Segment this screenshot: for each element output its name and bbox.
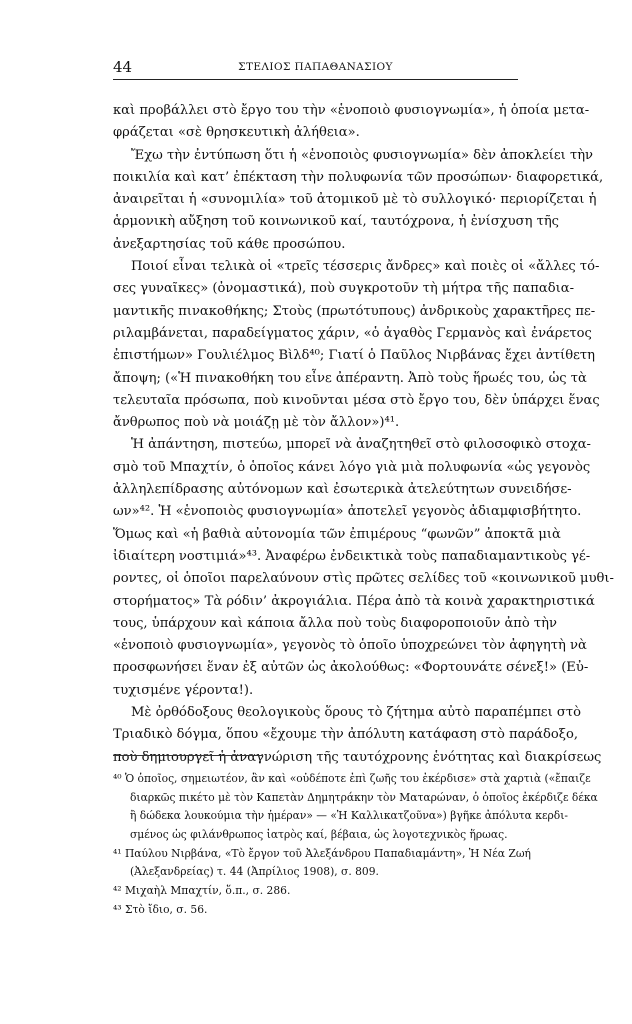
page-header [113, 58, 518, 80]
body-line: στορήματος» Τὰ ρόδιν’ ἀκρογιάλια. Πέρα ἀπὸ τὰ κοινὰ χαρακτηριστικά [113, 593, 595, 609]
body-line: Ἔχω τὴν ἐντύπωση ὅτι ἡ «ἑνοποιὸς φυσιογνωμία» δὲν ἀποκλείει τὴν [131, 147, 594, 163]
footnote-rule [113, 755, 263, 756]
body-line: Τριαδικὸ δόγμα, ὅπου «ἔχουμε τὴν ἀπόλυτη κατάφαση στὸ παράδοξο, [113, 727, 579, 743]
body-line: τυχισμένε γέροντα!). [113, 682, 254, 698]
body-text [113, 100, 614, 769]
body-line: Ὅμως καὶ «ἡ βαθιὰ αὐτονομία τῶν ἐπιμέρους “φωνῶν” ἀποκτᾶ μιὰ [113, 526, 561, 542]
body-line: «ἑνοποιὸ φυσιογνωμία», γεγονὸς τὸ ὁποῖο ὑποχρεώνει τὸν ἀφηγητὴ νὰ [113, 638, 587, 654]
body-line: ἰδιαίτερη νοστιμιά»⁴³. Ἀναφέρω ἐνδεικτικὰ τοὺς παπαδιαμαντικοὺς γέ- [113, 548, 591, 564]
footnote-line: (Ἀλεξανδρείας) τ. 44 (Ἀπρίλιος 1908), σ. 809. [130, 865, 379, 879]
body-line: Ἡ ἀπάντηση, πιστεύω, μπορεῖ νὰ ἀναζητηθεῖ στὸ φιλοσοφικὸ στοχα- [131, 437, 591, 453]
body-line: ποικιλία καὶ κατ’ ἐπέκταση τὴν πολυφωνία τῶν προσώπων· διαφορετικά, [113, 169, 604, 185]
body-line: Ποιοί εἶναι τελικὰ οἱ «τρεῖς τέσσερις ἄνδρες» καὶ ποιὲς οἱ «ἄλλες τό- [131, 259, 600, 275]
footnotes [113, 770, 598, 920]
body-line: ἄποψη; («Ἡ πινακοθήκη του εἶνε ἀπέραντη. Ἀπὸ τοὺς ἥρωές του, ὡς τὰ [113, 370, 587, 386]
body-line: ἀναιρεῖται ἡ «συνομιλία» τοῦ ἀτομικοῦ μὲ τὸ συλλογικό· περιορίζεται ἡ [113, 192, 597, 208]
footnote-line: σμένος ὡς φιλάνθρωπος ἰατρὸς καί, βέβαια, ὡς λογοτεχνικὸς ἥρωας. [130, 828, 508, 842]
body-line: ἄνθρωπος ποὺ νὰ μοιάζῃ μὲ τὸν ἄλλον»)⁴¹. [113, 415, 400, 431]
body-line: ἀνεξαρτησίας τοῦ κάθε προσώπου. [113, 236, 346, 252]
body-line: φράζεται «σὲ θρησκευτικὴ ἀλήθεια». [113, 125, 360, 141]
running-head: ΣΤΕΛΙΟΣ ΠΑΠΑΘΑΝΑΣΙΟΥ [238, 61, 393, 73]
body-line: ων»⁴². Ἡ «ἑνοποιὸς φυσιογνωμία» ἀποτελεῖ γεγονὸς ἀδιαμφισβήτητο. [113, 504, 582, 520]
body-line: σμὸ τοῦ Μπαχτίν, ὁ ὁποῖος κάνει λόγο γιὰ μιὰ πολυφωνία «ὡς γεγονὸς [113, 459, 591, 475]
body-line: Μὲ ὀρθόδοξους θεολογικοὺς ὅρους τὸ ζήτημα αὐτὸ παραπέμπει στὸ [131, 705, 581, 721]
body-line: ἀλληλεπίδρασης αὐτόνομων καὶ ἐσωτερικὰ ἀτελεύτητων συνειδήσε- [113, 482, 572, 498]
body-line: ἐπιστήμων» Γουλιέλμος Βὶλδ⁴⁰; Γιατί ὁ Παῦλος Νιρβάνας ἔχει ἀντίθετη [113, 348, 595, 364]
body-line: ροντες, οἱ ὁποῖοι παρελαύνουν στὶς πρῶτες σελίδες τοῦ «κοινωνικοῦ μυθι- [113, 571, 614, 587]
body-line: καὶ προβάλλει στὸ ἔργο του τὴν «ἑνοποιὸ φυσιογνωμία», ἡ ὁποία μετα- [113, 103, 590, 118]
page-number: 44 [113, 58, 133, 76]
body-line: ἁρμονικὴ αὔξηση τοῦ κοινωνικοῦ καί, ταυτόχρονα, ἡ ἐνίσχυση τῆς [113, 214, 560, 230]
footnote-line: ⁴⁰ Ὁ ὁποῖος, σημειωτέον, ἂν καὶ «οὐδέποτε ἐπὶ ζωῆς του ἐκέρδισε» στὰ χαρτιὰ («ἔπαιζε [113, 772, 591, 785]
footnote-line: ⁴² Μιχαὴλ Μπαχτίν, ὅ.π., σ. 286. [113, 884, 291, 898]
body-line: ποὺ δημιουργεῖ ἡ ἀναγνώριση τῆς ταυτόχρονης ἑνότητας καὶ διακρίσεως [113, 749, 602, 765]
footnote-line: διαρκῶς πικέτο μὲ τὸν Καπετὰν Δημητράκην τὸν Ματαρώναν, ὁ ὁποῖος ἐκέρδιζε δέκα [130, 790, 598, 804]
body-line: μαντικῆς πινακοθήκης; Στοὺς (πρωτότυπους) ἀνδρικοὺς χαρακτῆρες πε- [113, 303, 596, 319]
body-line: τους, ὑπάρχουν καὶ κάποια ἄλλα ποὺ τοὺς διαφοροποιοῦν ἀπὸ τὴν [113, 615, 557, 631]
body-line: τελευταῖα πρόσωπα, ποὺ κινοῦνται μέσα στὸ ἔργο του, δὲν ὑπάρχει ἕνας [113, 392, 600, 408]
body-line: ριλαμβάνεται, παραδείγματος χάριν, «ὁ ἀγαθὸς Γερμανὸς καὶ ἐνάρετος [113, 325, 592, 341]
footnote-line: ⁴¹ Παύλου Νιρβάνα, «Τὸ ἔργον τοῦ Ἀλεξάνδρου Παπαδιαμάντη», Ἡ Νέα Ζωή [113, 846, 531, 860]
body-line: προσφωνήσει ἕναν ἐξ αὐτῶν ὡς ἀκολούθως: «Φορτουνάτε σένεξ!» (Εὐ- [113, 660, 589, 676]
body-line: σες γυναῖκες» (ὀνομαστικά), ποὺ συγκροτοῦν τὴ μήτρα τῆς παπαδια- [113, 281, 574, 297]
footnote-line: ἢ δώδεκα λουκούμια τὴν ἡμέραν» — «Ἡ Καλλικατζοῦνα») βγῆκε ἀπόλυτα κερδι- [130, 809, 569, 823]
header-rule [113, 79, 518, 80]
footnote-line: ⁴³ Στὸ ἴδιο, σ. 56. [113, 902, 208, 916]
